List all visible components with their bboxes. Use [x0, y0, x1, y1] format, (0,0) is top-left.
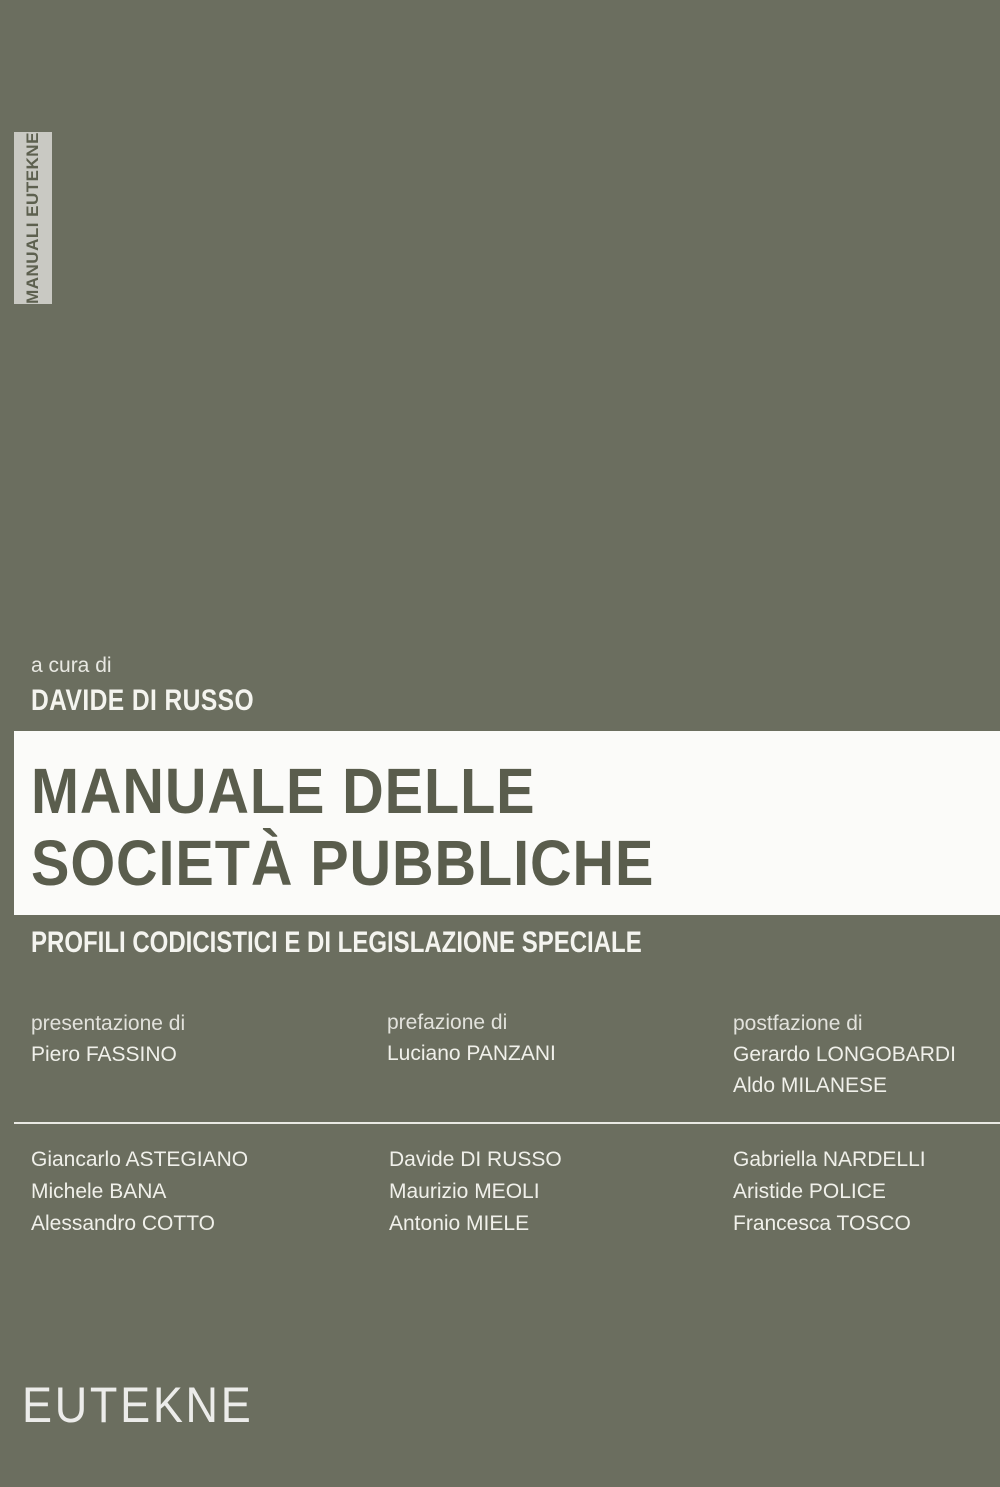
title-band — [14, 731, 1000, 915]
title-line-2: SOCIETÀ PUBBLICHE — [31, 827, 655, 899]
preface-block — [387, 1007, 556, 1069]
postface-name: Aldo MILANESE — [733, 1074, 888, 1097]
author-name: Gabriella NARDELLI — [733, 1148, 926, 1171]
authors-column-1 — [31, 1144, 248, 1240]
publisher-logo: EUTEKNE — [22, 1377, 254, 1433]
author-name: Alessandro COTTO — [31, 1212, 216, 1235]
postface-block — [733, 1008, 956, 1101]
series-name: MANUALI EUTEKNE — [23, 132, 42, 304]
curator-label: a cura di — [31, 654, 112, 677]
author-name: Aristide POLICE — [733, 1180, 886, 1203]
postface-label: postfazione di — [733, 1012, 863, 1035]
preface-name: Luciano PANZANI — [387, 1042, 556, 1065]
authors-column-3 — [733, 1144, 926, 1240]
postface-name: Gerardo LONGOBARDI — [733, 1043, 956, 1066]
authors-column-2 — [389, 1144, 562, 1240]
author-name: Antonio MIELE — [389, 1212, 530, 1235]
author-name: Davide DI RUSSO — [389, 1148, 562, 1171]
divider — [14, 1122, 1000, 1124]
author-name: Maurizio MEOLI — [389, 1180, 540, 1203]
presentation-name: Piero FASSINO — [31, 1043, 177, 1066]
presentation-block — [31, 1008, 185, 1070]
author-name: Francesca TOSCO — [733, 1212, 911, 1235]
subtitle: PROFILI CODICISTICI E DI LEGISLAZIONE SPECIALE — [31, 926, 642, 959]
title-line-1: MANUALE DELLE — [31, 755, 536, 827]
curator-name: DAVIDE DI RUSSO — [31, 684, 255, 717]
author-name: Michele BANA — [31, 1180, 167, 1203]
preface-label: prefazione di — [387, 1011, 508, 1034]
presentation-label: presentazione di — [31, 1012, 186, 1035]
author-name: Giancarlo ASTEGIANO — [31, 1148, 249, 1171]
series-tab — [14, 132, 52, 304]
